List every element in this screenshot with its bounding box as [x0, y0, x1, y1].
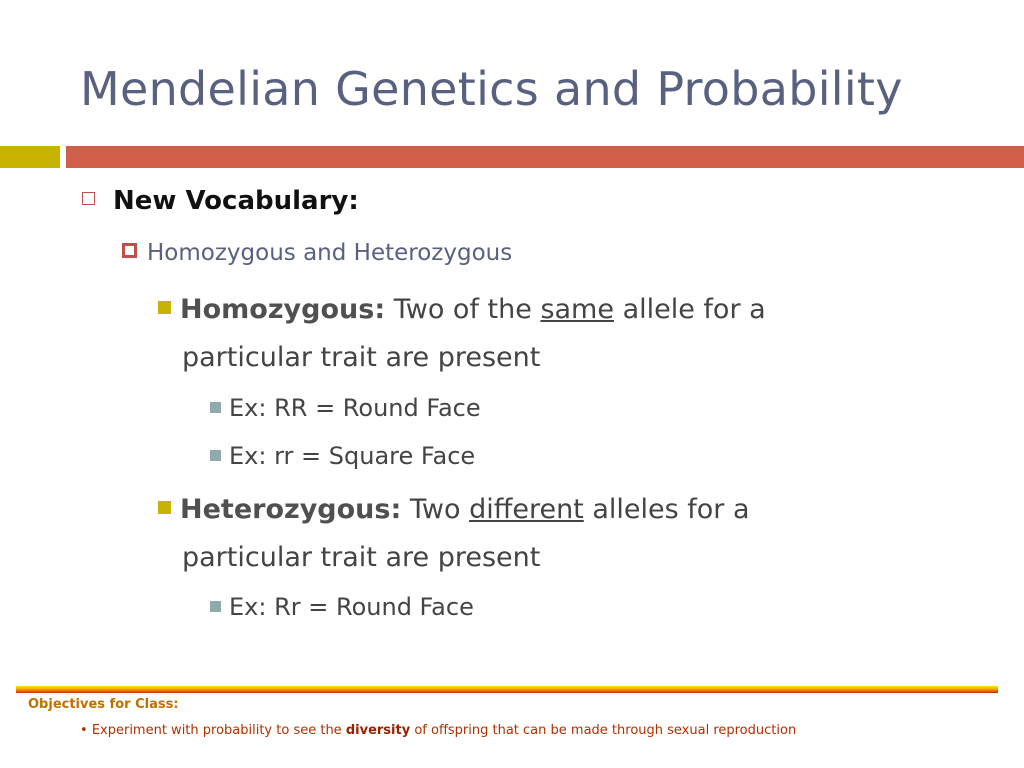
small-square-bullet-icon	[210, 402, 221, 413]
bullet-homozygous-heterozygous	[122, 240, 512, 266]
example-text: Ex: rr = Square Face	[229, 442, 476, 470]
framed-square-bullet-icon	[122, 243, 137, 258]
footer-emphasis: diversity	[345, 723, 411, 738]
heterozygous-emphasis: different	[469, 494, 584, 525]
accent-bar-right	[66, 146, 1024, 168]
homozygous-text-after: allele for a	[622, 294, 766, 325]
homozygous-heterozygous-label: Homozygous and Heterozygous	[147, 240, 513, 266]
homozygous-text-before: Two of the	[393, 294, 532, 325]
homozygous-emphasis: same	[540, 294, 614, 325]
slide-title: Mendelian Genetics and Probability	[80, 62, 903, 116]
heterozygous-term: Heterozygous:	[180, 494, 402, 525]
heterozygous-text-line2: particular trait are present	[182, 542, 541, 573]
bullet-example-rr-round	[210, 394, 481, 422]
accent-bar-left	[0, 146, 60, 168]
homozygous-term: Homozygous:	[180, 294, 386, 325]
footer-bullet-icon: •	[80, 723, 88, 738]
footer-divider	[16, 686, 998, 693]
filled-square-bullet-icon	[158, 301, 171, 314]
small-square-bullet-icon	[210, 450, 221, 461]
new-vocabulary-label: New Vocabulary:	[113, 186, 359, 216]
bullet-example-rr-round-hetero	[210, 593, 474, 621]
heterozygous-text-after: alleles for a	[592, 494, 750, 525]
filled-square-bullet-icon	[158, 501, 171, 514]
bullet-heterozygous-definition	[158, 486, 750, 582]
heterozygous-text-before: Two	[409, 494, 461, 525]
bullet-homozygous-definition	[158, 286, 766, 382]
footer-heading: Objectives for Class:	[28, 697, 179, 712]
example-text: Ex: Rr = Round Face	[229, 593, 474, 621]
hollow-square-bullet-icon	[82, 192, 95, 205]
footer-objective	[80, 723, 796, 738]
small-square-bullet-icon	[210, 601, 221, 612]
example-text: Ex: RR = Round Face	[229, 394, 481, 422]
bullet-example-rr-square	[210, 442, 475, 470]
footer-text-before: Experiment with probability to see the	[91, 723, 342, 738]
footer-text-after: of offspring that can be made through sexual reproduction	[414, 723, 797, 738]
bullet-new-vocabulary	[82, 186, 359, 216]
homozygous-text-line2: particular trait are present	[182, 342, 541, 373]
